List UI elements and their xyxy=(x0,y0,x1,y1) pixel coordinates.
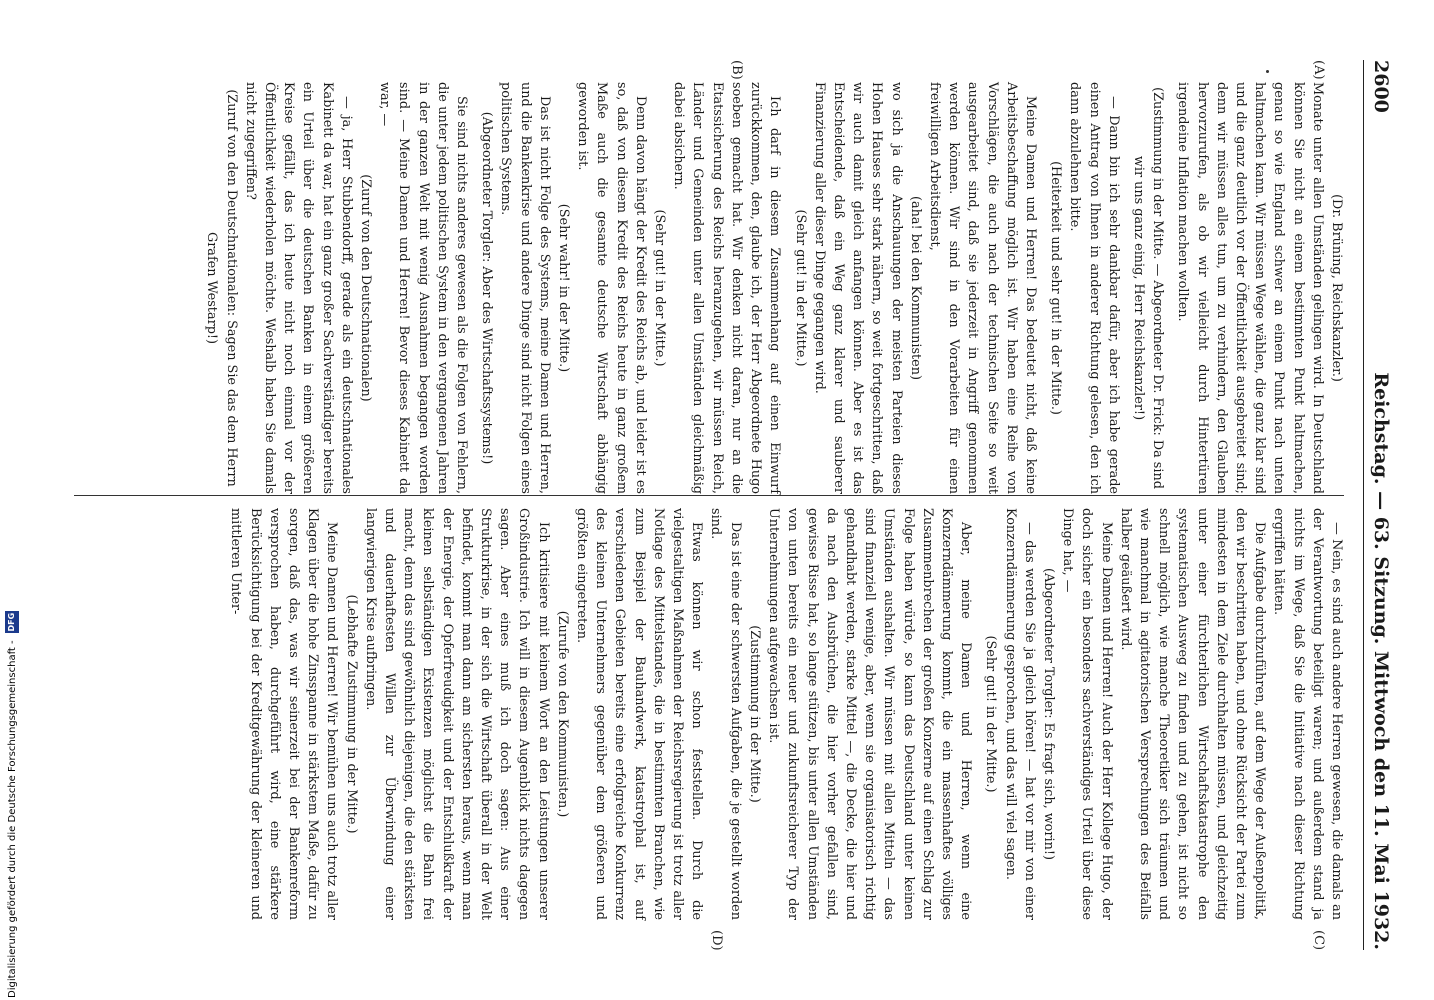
left-column xyxy=(202,82,1346,494)
paragraph: Monate unter allen Umständen gelingen wird. In Deutschland können Sie nicht an einem bestimmten Punkt haltmachen, genau so wie England schwer an einem Punkt nach unten haltmachen kann. Wir müssen Wege wählen, die ganz klar sind und die ganz deutlich vor der Öffentlichkeit ausgebreitet sind; denn wir müssen alles tun, um zu verhindern, den Glauben hervorzurufen, als ob wir vielleicht durch Hintertüren irgendeine Inflation machen wollten. xyxy=(1175,82,1325,494)
margin-mark-a: (A) xyxy=(1311,60,1326,80)
paragraph: Denn davon hängt der Kredit des Reichs ab, und leider ist es so, daß von diesem Kredit des Reichs heute in ganz großem Maße auch die gesamte deutsche Wirtschaft abhängig geworden ist. xyxy=(575,82,648,494)
paragraph: Meine Damen und Herren! Wir bemühen uns auch trotz aller Klagen über die hohe Zinsspanne in stärkstem Maße, dafür zu sorgen, daß das, was wir seinerzeit bei der Bankenreform versprochen haben, durchgeführt wird, eine stärkere Berücksichtigung bei der Kreditgewährung der kleineren und mittleren Unter- xyxy=(228,508,340,920)
margin-mark-b: (B) xyxy=(729,60,744,80)
paragraph: Meine Damen und Herren! Das bedeutet nicht, daß keine Arbeitsbeschaffung möglich ist. Wir haben eine Reihe von Vorschlägen, die auch nach der technischen Seite so weit ausgearbeitet sind, daß sie jederzeit in Angriff genommen werden können. Wir sind in den Vorarbeiten für einen freiwilligen Arbeitsdienst, xyxy=(926,82,1038,494)
paragraph: — ja, Herr Stubbendorff, gerade als ein deutschnationales Kabinett da war, hat ein ganz großer Sachverständiger bereits ein Urteil über die deutschen Banken in einem größeren Kreise gefällt, das ich heute nicht noch einmal vor der Öffentlichkeit wiederholen möchte. Weshalb haben Sie damals nicht zugegriffen? xyxy=(242,82,354,494)
paragraph: Ich kritisiere mit keinem Wort an den Leistungen unserer Großindustrie. Ich will in diesem Augenblick nichts dagegen sagen. Aber eines muß ich doch sagen: Aus einer Strukturkrise, in der sich die Wirtschaft überall in der Welt befindet, kommt man dann am sichersten heraus, wenn man der Energie, der Opferfreudigkeit und der Entschlußkraft der kleinen selbständigen Existenzen möglichst die Bahn frei macht, denn das sind gewöhnlich diejenigen, die den stärksten und dauerhaftesten Willen zur Überwindung einer langwierigen Krise aufbringen. xyxy=(362,508,551,920)
interjection: (Sehr gut! in der Mitte.) xyxy=(652,209,668,367)
page-number: 2600 xyxy=(1370,60,1392,113)
paragraph: Das ist nicht Folge des Systems, meine Damen und Herren, und die Bankenkrise und andere Dinge sind nicht Folgen eines politischen Systems. xyxy=(498,82,552,494)
interjection: (Sehr gut! in der Mitte.) xyxy=(983,635,999,793)
paragraph: Meine Damen und Herren! Auch der Herr Kollege Hugo, der doch sicher ein besonders sachverständiges Urteil über diese Dinge hat, — xyxy=(1060,508,1114,920)
dfg-logo: DFG xyxy=(5,611,19,633)
paragraph: Sie sind nichts anderes gewesen als die Folgen von Fehlern, die unter jedem politischen System in den vergangenen Jahren in der ganzen Welt mit wenig Ausnahmen begangen worden sind. — Meine Damen und Herren! Bevor dieses Kabinett da war, — xyxy=(377,82,470,494)
paragraph: Ich darf in diesem Zusammenhang auf einen Einwurf zurückkommen, den, glaube ich, der Herr Abgeordnete Hugo soeben gemacht hat. Wir denken nicht daran, nur an die Etatssicherung des Reichs heranzugehen, wir müssen Reich, Länder und Gemeinden unter allen Umständen gleichmäßig dabei absichern. xyxy=(671,82,783,494)
paragraph: Aber, meine Damen und Herren, wenn eine Konzerndämmerung kommt, die ein massenhaftes völliges Zusammenbrechen der großen Konzerne auf einen Schlag zur Folge haben würde, so kann das Deutschland unter keinen Umständen aushalten. Wir müssen mit allen Mitteln — das sind finanziell wenige, aber, wenn sie organisatorisch richtig gehandhabt werden, starke Mittel —, die Decke, die hier und da nach den Ausbrüchen, die hier vorher gefallen sind, gewisse Risse hat, so lange stützen, bis unter allen Umständen von unten bereits ein neuer und zukunftsreicherer Typ der Unternehmungen aufgewachsen ist. xyxy=(766,508,974,920)
margin-mark-d: (D) xyxy=(709,930,724,951)
interjection: (Zuruf von den Deutschnationalen: Sagen Sie das dem Herrn Grafen Westarp!) xyxy=(204,89,239,487)
right-column xyxy=(226,508,1346,920)
interjection: (Zustimmung in der Mitte. — Abgeordneter Dr. Frick: Da sind wir uns ganz einig, Herr Reichskanzler!) xyxy=(1130,87,1166,489)
interjection: (Sehr gut! in der Mitte.) xyxy=(792,209,808,367)
paragraph: — das werden Sie ja gleich hören! — hat vor mir von einer Konzerndämmerung gesprochen, und das will viel sagen. xyxy=(1002,508,1037,920)
paragraph: — Nein, es sind auch andere Herren gewesen, die damals an der Verantwortung beteiligt waren; und außerdem stand ja nichts im Wege, daß Sie die Initiative nach dieser Richtung ergriffen hätten. xyxy=(1271,508,1344,920)
paragraph: Die Aufgabe durchzuführen, auf dem Wege der Außenpolitik, den wir beschritten haben, und ohne Rücksicht der Partei zum mindesten in dem Ziele durchhalten müssen, und gleichzeitig unter einer fürchterlichen Wirtschaftskatastrophe den systematischen Ausweg zu finden und zu gehen, ist nicht so schnell möglich, wie manche Theoretiker sich träumen und wie manchmal in agitatorischen Versprechungen des Beifalls halber geäußert wird. xyxy=(1117,508,1268,920)
interjection: (Abgeordneter Torgler: Es fragt sich, worin!) xyxy=(1040,568,1056,860)
paragraph: — Dann bin ich sehr dankbar dafür, aber ich habe gerade einen Antrag von Ihnen in anderer Richtung gelesen, den ich dann abzulehnen bitte. xyxy=(1067,82,1121,494)
scan-speck xyxy=(1266,70,1269,73)
paragraph: Etwas können wir schon feststellen. Durch die vielgestaltigen Maßnahmen der Reichsregierung ist trotz aller Notlage des Mittelstandes, die in bestimmten Branchen, wie zum Beispiel der Bauhandwerk, katastrophal ist, auf verschiedenen Gebieten bereits eine erfolgreiche Konkurrenz des kleinen Unternehmers gegenüber dem größeren und größten eingetreten. xyxy=(574,508,705,920)
paragraph: Das ist eine der schwersten Aufgaben, die je gestellt worden sind. xyxy=(708,508,743,920)
interjection: (Abgeordneter Torgler: Aber des Wirtschaftssystems!) xyxy=(479,111,495,465)
digitization-note: Digitalisierung gefördert durch die Deutsche Forschungsgemeinschaft - xyxy=(7,640,18,998)
interjection: (Sehr wahr! in der Mitte.) xyxy=(556,203,572,373)
interjection: (Zustimmung in der Mitte.) xyxy=(746,625,762,803)
digitization-footer xyxy=(2,600,22,998)
interjection: (Zurufe von den Kommunisten.) xyxy=(554,610,570,818)
margin-mark-c: (C) xyxy=(1311,930,1326,951)
paragraph: wo sich ja die Anschauungen der meisten Parteien dieses Hohen Hauses sehr stark nähern, so weit fortgeschritten, daß wir auch damit gleich anfangen können. Aber es ist das Entscheidende, daß ein Weg ganz klarer und sauberer Finanzierung aller dieser Dinge gegangen wird. xyxy=(811,82,904,494)
page-header xyxy=(1363,60,1394,950)
column-divider xyxy=(74,495,1344,496)
speaker-line: (Dr. Brüning, Reichskanzler.) xyxy=(1329,194,1344,382)
running-title: Reichstag. — 63. Sitzung. Mittwoch den 11. Mai 1932. xyxy=(1370,372,1392,950)
interjection: (Zuruf von den Deutschnationalen) xyxy=(358,174,374,402)
interjection: (aha! bei den Kommunisten) xyxy=(907,196,923,380)
interjection: (Lebhafte Zustimmung in der Mitte.) xyxy=(343,594,359,834)
interjection: (Heiterkeit und sehr gut! in der Mitte.) xyxy=(1048,161,1064,415)
